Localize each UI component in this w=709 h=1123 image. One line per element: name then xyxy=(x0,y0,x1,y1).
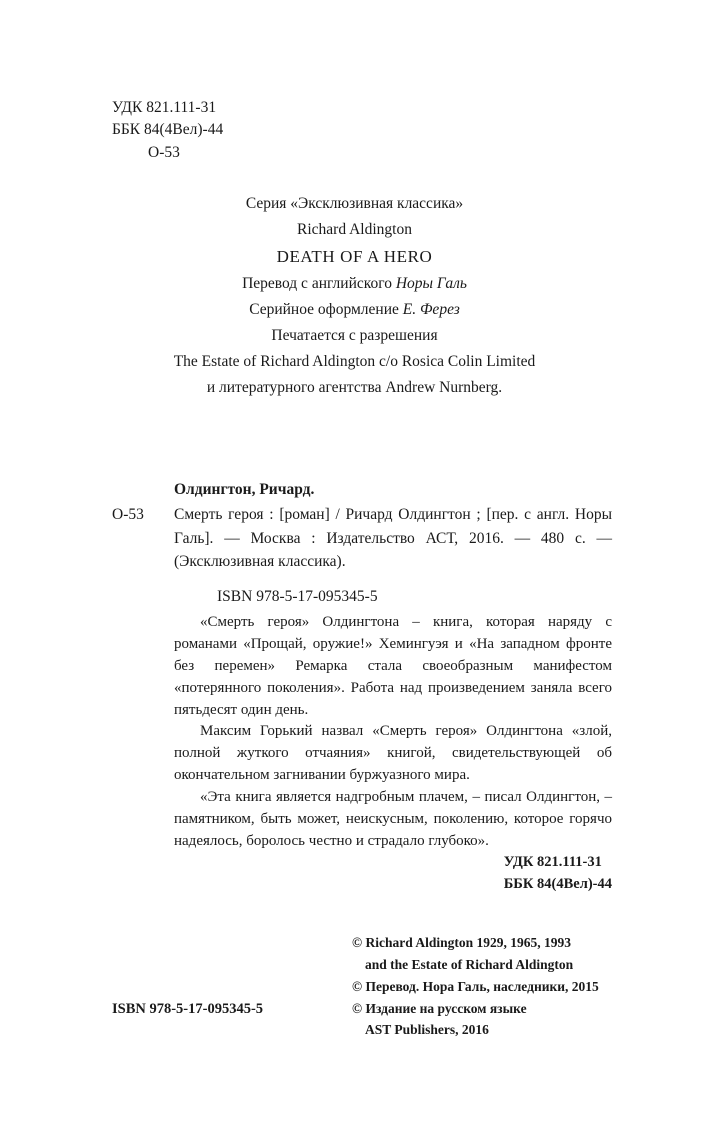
classification-block xyxy=(112,97,223,164)
bibliographic-record xyxy=(112,478,612,608)
copyright-line-1: © Richard Aldington 1929, 1965, 1993 xyxy=(352,935,571,950)
copyright-line-1-cont: and the Estate of Richard Aldington xyxy=(365,956,574,972)
design-prefix: Серийное оформление xyxy=(249,301,403,319)
translation-prefix: Перевод с английского xyxy=(242,275,396,293)
series-line: Серия «Эксклюзивная классика» xyxy=(245,195,464,212)
bib-shelf-code: О-53 xyxy=(112,506,144,524)
permission-line-3: и литературного агентства Andrew Nurnberg. xyxy=(206,379,503,397)
bib-description: Смерть героя : [роман] / Ричард Олдингтон ; [пер. с англ. Норы Галь]. — Москва : Издательство АСТ, 2016. — 480 с. — (Эксклюзивная классика). xyxy=(174,506,612,570)
bbk-code-repeat: ББК 84(4Вел)-44 xyxy=(503,875,612,892)
designer-name: Е. Ферез xyxy=(402,301,460,319)
copyright-line-3: © Издание на русском языке xyxy=(352,1000,527,1016)
copyright-line-3-cont: AST Publishers, 2016 xyxy=(365,1022,489,1038)
bbk-code: ББК 84(4Вел)-44 xyxy=(112,121,224,139)
udc-code-repeat: УДК 821.111-31 xyxy=(503,854,602,870)
translation-credit xyxy=(0,272,709,296)
permission-line-2: The Estate of Richard Aldington c/o Rosica Colin Limited xyxy=(173,353,536,371)
design-credit xyxy=(0,298,709,322)
copyright-line-2: © Перевод. Нора Галь, наследники, 2015 xyxy=(352,978,599,994)
translator-name: Норы Галь xyxy=(395,275,467,293)
annotation-paragraph: Максим Горький назвал «Смерть героя» Олдингтона «злой, полной жуткого отчаяния» книгой, свидетельствующей об окончательном загнивании буржуазного мира. xyxy=(174,723,612,784)
author-original: Richard Aldington xyxy=(297,221,412,239)
shelf-code: О-53 xyxy=(148,143,180,161)
annotation-paragraph: «Эта книга является надгробным плачем, – писал Олдингтон, – памятником, быть может, неискусным, поколению, которое горячо надеялось, боролось честно и страдало глубоко». xyxy=(174,789,612,849)
udc-code: УДК 821.111-31 xyxy=(112,99,217,116)
bib-description-wrap xyxy=(112,503,612,573)
isbn-bottom: ISBN 978-5-17-095345-5 xyxy=(112,1001,264,1017)
permission-line-1: Печатается с разрешения xyxy=(271,327,438,345)
title-original: DEATH OF A HERO xyxy=(276,247,433,267)
annotation-paragraph: «Смерть героя» Олдингтона – книга, которая наряду с романами «Прощай, оружие!» Хемингуэя и «На западном фронте без перемен» Ремарка стала своеобразным манифестом «потерянного поколения». Работа над произведением заняла всего пятьдесят один день. xyxy=(174,614,612,718)
title-block xyxy=(0,192,709,402)
annotation-block xyxy=(174,612,612,853)
copyright-block xyxy=(352,932,599,1041)
classification-repeat xyxy=(504,852,612,896)
bib-isbn: ISBN 978-5-17-095345-5 xyxy=(217,588,378,605)
bib-author: Олдингтон, Ричард. xyxy=(174,481,315,498)
